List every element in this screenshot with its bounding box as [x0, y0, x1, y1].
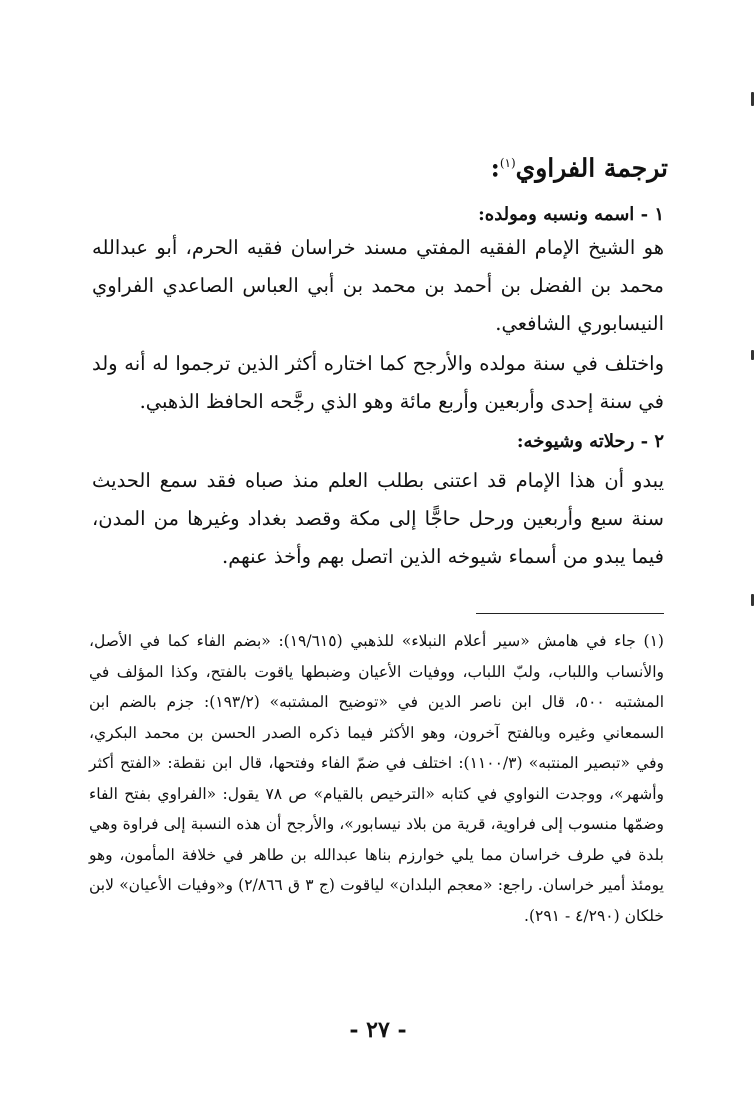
footnote-marker: (١)	[643, 632, 664, 650]
scan-edge-mark	[751, 594, 754, 606]
footnote	[89, 626, 664, 931]
section-heading-travels-teachers: ٢ - رحلاته وشيوخه:	[516, 431, 664, 452]
page-number: - ٢٧ -	[349, 1017, 407, 1043]
chapter-title-text: ترجمة الفراوي	[515, 153, 668, 183]
footnote-separator	[476, 613, 664, 614]
paragraph-travels: يبدو أن هذا الإمام قد اعتنى بطلب العلم منذ صباه فقد سمع الحديث سنة سبع وأربعين ورحل حاجًّا إلى مكة وقصد بغداد وغيرها من المدن، فيما يبدو من أسماء شيوخه الذين اتصل بهم وأخذ عنهم.	[92, 469, 664, 568]
footnote-text: جاء في هامش «سير أعلام النبلاء» للذهبي (١٩/٦١٥): «بضم الفاء كما في الأصل، والأنساب واللباب، ولبّ اللباب، ووفيات الأعيان وضبطها ياقوت بالفتح، وكذا المؤلف في المشتبه ٥٠٠، قال ابن ناصر الدين في «توضيح المشتبه» (١٩٣/٢): جزم بالضم ابن السمعاني وغيره وبالفتح آخرون، وهو الأكثر فيما ذكره الصدر الحسن بن محمد البكري، وفي «تبصير المنتبه» (١١٠٠/٣): اختلف في ضمّ الفاء وفتحها، قال ابن نقطة: «الفتح أكثر وأشهر»، ووجدت النواوي في كتابه «الترخيص بالقيام» ص ٧٨ يقول: «الفراوي بفتح الفاء وضمّها منسوب إلى فراوية، قرية من بلاد نيسابور»، والأرجح أن هذه النسبة إلى فراوة وهي بلدة في طرف خراسان مما يلي خوارزم بناها عبدالله بن طاهر في خلافة المأمون، وهو يومئذ أمير خراسان. راجع: «معجم البلدان» لياقوت (ج ٣ ق ٢/٨٦٦) و«وفيات الأعيان» لابن خلكان (٤/٢٩٠ - ٢٩١).	[89, 632, 665, 925]
scan-edge-mark	[751, 92, 754, 106]
scan-edge-mark	[751, 350, 754, 360]
chapter-title-colon: :	[490, 153, 500, 183]
paragraph-birth-year: واختلف في سنة مولده والأرجح كما اختاره أكثر الذين ترجموا له أنه ولد في سنة إحدى وأربعين وأربع مائة وهو الذي رجَّحه الحافظ الذهبي.	[92, 352, 664, 413]
chapter-title	[88, 146, 668, 185]
footnote-reference[interactable]: (١)	[499, 156, 516, 170]
paragraph-biography: هو الشيخ الإمام الفقيه المفتي مسند خراسان فقيه الحرم، أبو عبدالله محمد بن الفضل بن أحمد بن محمد بن أبي العباس الصاعدي الفراوي النيسابوري الشافعي.	[92, 236, 664, 335]
section-heading-name-lineage: ١ - اسمه ونسبه ومولده:	[478, 204, 664, 225]
